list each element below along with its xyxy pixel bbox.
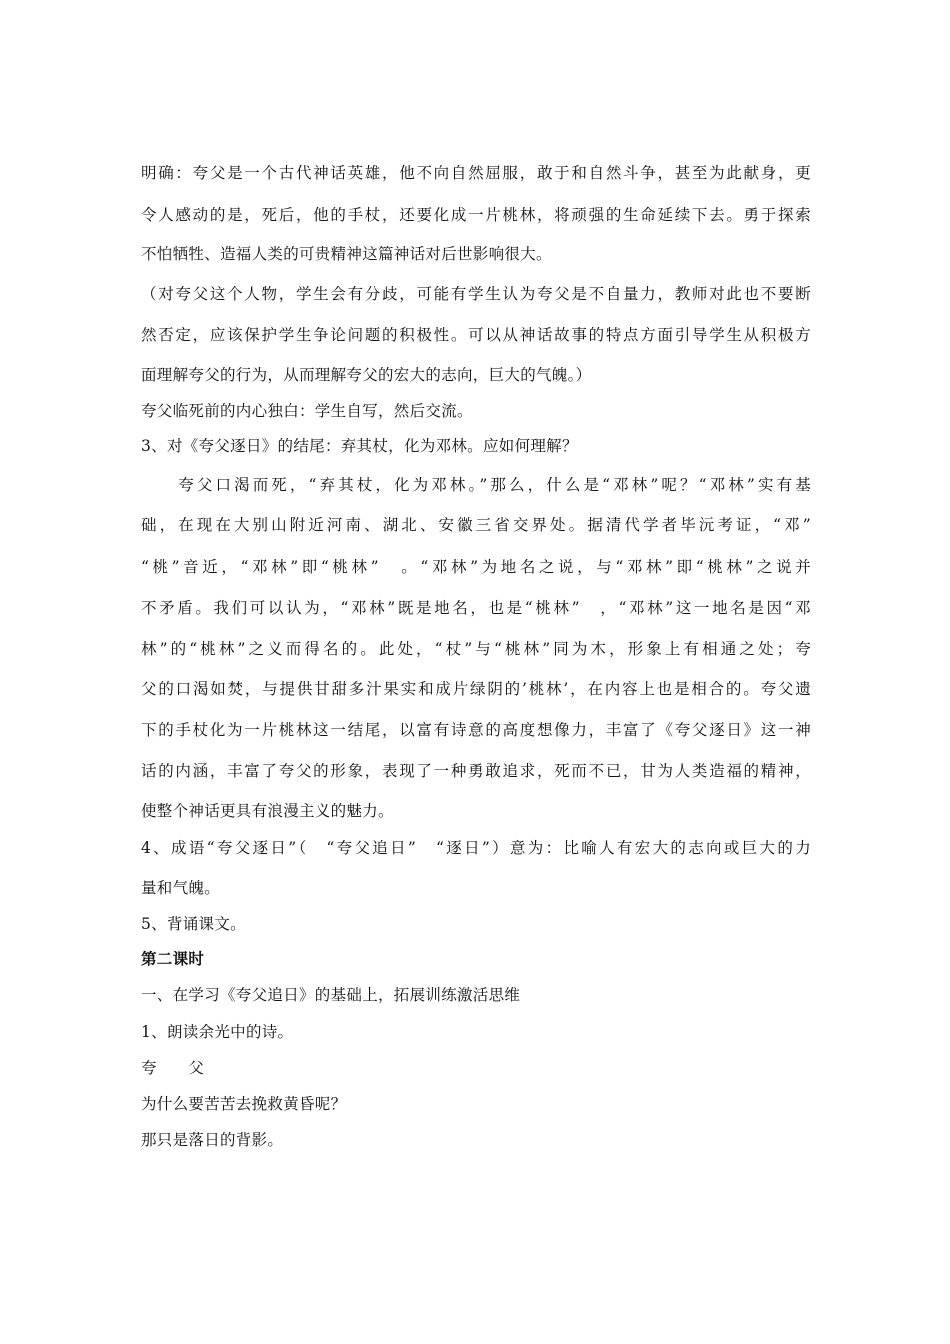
text-line: 1、朗读余光中的诗。 — [141, 1023, 294, 1041]
text-line: 然否定，应该保护学生争论问题的积极性。可以从神话故事的特点方面引导学生从积极方 — [141, 326, 811, 344]
text-line: 林”的“桃林”之义而得名的。此处，“杖”与“桃林”同为木，形象上有相通之处；夸 — [141, 640, 811, 658]
text-line: 话的内涵，丰富了夸父的形象，表现了一种勇敢追求，死而不已，甘为人类造福的精神， — [141, 762, 811, 780]
text-line: 础，在现在大别山附近河南、湖北、安徽三省交界处。据清代学者毕沅考证，“邓” — [141, 516, 811, 534]
text-line: “桃”音近，“邓林”即“桃林” 。“邓林”为地名之说，与“邓林”即“桃林”之说并 — [141, 558, 811, 576]
text-line: 夸父临死前的内心独白：学生自写，然后交流。 — [141, 402, 473, 420]
text-line: 令人感动的是，死后，他的手杖，还要化成一片桃林，将顽强的生命延续下去。勇于探索 — [141, 206, 811, 224]
text-line: 量和气魄。 — [141, 879, 221, 897]
text-line: 5、背诵课文。 — [141, 915, 246, 933]
text-line: 使整个神话更具有浪漫主义的魅力。 — [141, 802, 394, 820]
text-line: 一、在学习《夸父追日》的基础上，拓展训练激活思维 — [141, 986, 521, 1004]
text-line: 夸父口渴而死，“弃其杖，化为邓林。”那么，什么是“邓林”呢？“邓林”实有基 — [141, 476, 811, 494]
text-line: 明确：夸父是一个古代神话英雄，他不向自然屈服，敢于和自然斗争，甚至为此献身，更 — [141, 164, 811, 182]
poem-line: 那只是落日的背影。 — [141, 1131, 284, 1149]
text-line: （对夸父这个人物，学生会有分歧，可能有学生认为夸父是不自量力，教师对此也不要断 — [141, 285, 811, 303]
text-line: 3、对《夸父逐日》的结尾：弃其杖，化为邓林。应如何理解？ — [141, 437, 578, 455]
section-heading: 第二课时 — [141, 950, 205, 968]
text-line: 父的口渴如焚，与提供甘甜多汁果实和成片绿阴的’桃林’，在内容上也是相合的。夸父遗 — [141, 680, 811, 698]
text-line: 不矛盾。我们可以认为，“邓林”既是地名，也是“桃林” ，“邓林”这一地名是因“邓 — [141, 599, 811, 617]
text-line: 面理解夸父的行为，从而理解夸父的宏大的志向，巨大的气魄。） — [141, 366, 592, 384]
text-line: 4、成语“夸父逐日”（ “夸父追日” “逐日”）意为：比喻人有宏大的志向或巨大的力 — [141, 839, 811, 857]
poem-line: 为什么要苦苦去挽救黄昏呢？ — [141, 1095, 347, 1113]
text-line: 不怕牺牲、造福人类的可贵精神这篇神话对后世影响很大。 — [141, 245, 552, 263]
poem-title: 夸 父 — [141, 1059, 205, 1077]
text-line: 下的手杖化为一片桃林这一结尾，以富有诗意的高度想像力，丰富了《夸父逐日》这一神 — [141, 721, 811, 739]
